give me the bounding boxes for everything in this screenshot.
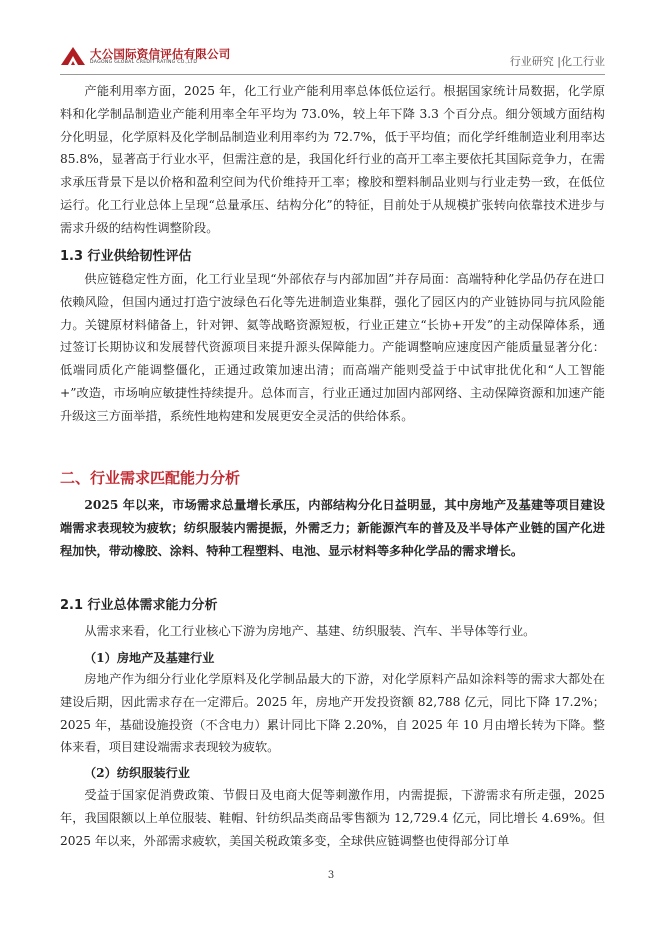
section-label: 行业研究 |化工行业: [509, 55, 605, 68]
page-number: 3: [327, 870, 335, 881]
header-divider: [60, 74, 605, 75]
subsection-real-estate-heading: （1）房地产及基建行业: [84, 651, 215, 665]
section-1-3-heading: 1.3 行业供给韧性评估: [60, 249, 192, 264]
section-1-3-paragraph: 供应链稳定性方面，化工行业呈现“外部依存与内部加固”并存局面：高端特种化学品仍存在进口依赖风险，但国内通过打造宁波绿色石化等先进制造业集群，强化了园区内的产业链协同与抗风险能力。关键原材料储备上，针对钾、氦等战略资源短板，行业正建立“长协+开发”的主动保障体系，通过签订长期协议和发展替代资源项目来提升源头保障能力。产能调整响应速度因产能质量显著分化：低端同质化产能调整僵化，正通过政策加速出清；而高端产能则受益于中试审批优化和“人工智能+”改造，市场响应敏捷性持续提升。总体而言，行业正通过加固内部网络、主动保障资源和加速产能升级这三方面举措，系统性地构建和发展更安全灵活的供给体系。: [60, 272, 605, 423]
subsection-textile-heading: （2）纺织服装行业: [84, 766, 190, 780]
intro-paragraph: 产能利用率方面，2025 年，化工行业产能利用率总体低位运行。根据国家统计局数据，化学原料和化学制品制造业产能利用率全年平均为 73.0%，较上年下降 3.3 个百分点。细分领域方面结构分化明显，化学原料及化学制品制造业利用率约为 72.7%，低于平均值；而化学纤维制造业利用率达 85.8%，显著高于行业水平，但需注意的是，我国化纤行业的高开工率主要依托其国际竞争力，在需求承压背景下是以价格和盈利空间为代价维持开工率；橡胶和塑料制品业则与行业走势一致，在低位运行。化工行业总体上呈现“总量承压、结构分化”的特征，目前处于从规模扩张转向依靠技术进步与需求升级的结构性调整阶段。: [60, 84, 605, 235]
section-2-1-heading: 2.1 行业总体需求能力分析: [60, 598, 218, 613]
subsection-textile-paragraph: 受益于国家促消费政策、节假日及电商大促等刺激作用，内需提振，下游需求有所走强，2025 年，我国限额以上单位服装、鞋帽、针纺织品类商品零售额为 12,729.4 亿元，同比增长 4.69%。但 2025 年以来，外部需求疲软，美国关税政策多变，全球供应链调整也使得部分订单: [60, 788, 605, 848]
section-2-1-intro: 从需求来看，化工行业核心下游为房地产、基建、纺织服装、汽车、半导体等行业。: [84, 624, 536, 638]
subsection-real-estate-paragraph: 房地产作为细分行业化学原料及化学制品最大的下游，对化学原料产品如涂料等的需求大都处在建设后期，因此需求存在一定滞后。2025 年，房地产开发投资额 82,788 亿元，同比下降 17.2%；2025 年，基础设施投资（不含电力）累计同比下降 2.20%，自 2025 年 10 月由增长转为下降。整体来看，项目建设端需求表现较为疲软。: [60, 672, 605, 755]
page-header: [60, 44, 605, 72]
dagong-logo-icon: [60, 46, 86, 66]
section-2-heading: 二、行业需求匹配能力分析: [60, 469, 241, 487]
section-2-summary: 2025 年以来，市场需求总量增长承压，内部结构分化日益明显，其中房地产及基建等项目建设端需求表现较为疲软；纺织服装内需提振，外需乏力；新能源汽车的普及及半导体产业链的国产化进程加快，带动橡胶、涂料、特种工程塑料、电池、显示材料等多种化学品的需求增长。: [60, 498, 605, 558]
brand-name-en: DAGONG GLOBAL CREDIT RATING CO.,LTD: [90, 60, 198, 65]
brand-name-cn: 大公国际资信评估有限公司: [90, 47, 231, 61]
